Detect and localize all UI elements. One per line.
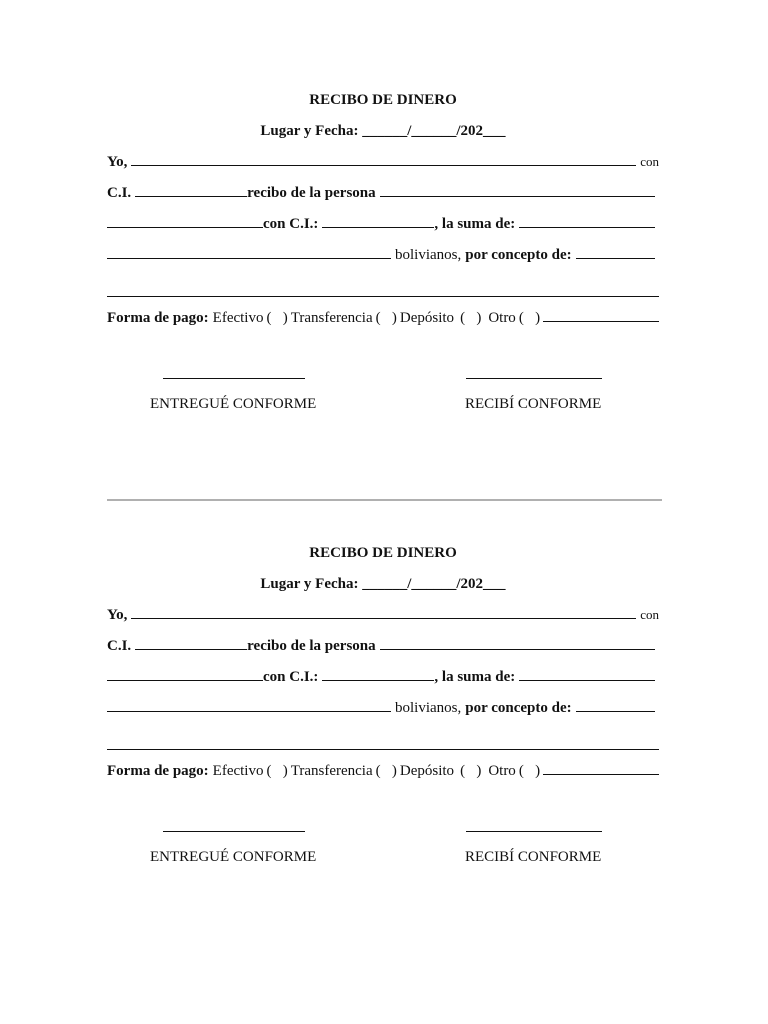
otro-blank[interactable] xyxy=(543,309,659,322)
payment-row xyxy=(107,308,659,328)
payment-label: Forma de pago: xyxy=(107,310,209,326)
concept-row xyxy=(107,245,659,265)
receiver-signature-line[interactable] xyxy=(466,378,602,379)
name-row xyxy=(107,605,659,625)
transferencia-checkbox[interactable]: ( ) xyxy=(375,763,397,779)
person-ci-blank[interactable] xyxy=(322,215,434,228)
deposito-label: Depósito xyxy=(399,310,455,326)
otro-label: Otro xyxy=(488,763,516,779)
ci-row xyxy=(107,636,659,656)
amount-words-blank[interactable] xyxy=(107,246,391,259)
recibo-label: recibo de la persona xyxy=(247,638,376,654)
concept-blank[interactable] xyxy=(576,699,655,712)
ci-label: C.I. xyxy=(107,638,132,654)
amount-row xyxy=(107,667,659,687)
receipt-title: RECIBO DE DINERO xyxy=(309,92,457,108)
ci-label: C.I. xyxy=(107,185,132,201)
payment-row xyxy=(107,761,659,781)
deliverer-signature-line[interactable] xyxy=(163,831,305,832)
con-label: con xyxy=(640,607,659,622)
name-row xyxy=(107,152,659,172)
receiver-signature-label: RECIBÍ CONFORME xyxy=(465,396,602,412)
place-date-field[interactable]: Lugar y Fecha: ______/______/202___ xyxy=(260,576,506,592)
suma-label: , la suma de: xyxy=(434,216,516,232)
receipt-bottom xyxy=(107,543,659,931)
person-ci-prefix-blank[interactable] xyxy=(107,668,263,681)
person-ci-blank[interactable] xyxy=(322,668,434,681)
receiver-signature-line[interactable] xyxy=(466,831,602,832)
bolivianos-label: bolivianos, xyxy=(395,247,462,263)
amount-row xyxy=(107,214,659,234)
bolivianos-label: bolivianos, xyxy=(395,700,462,716)
deliverer-signature-label: ENTREGUÉ CONFORME xyxy=(150,396,317,412)
transferencia-label: Transferencia xyxy=(290,310,373,326)
name-blank[interactable] xyxy=(131,606,636,619)
efectivo-label: Efectivo xyxy=(212,310,264,326)
person-blank[interactable] xyxy=(380,637,655,650)
recibo-label: recibo de la persona xyxy=(247,185,376,201)
place-date-field[interactable]: Lugar y Fecha: ______/______/202___ xyxy=(260,123,506,139)
ci-blank[interactable] xyxy=(135,184,247,197)
otro-checkbox[interactable]: ( ) xyxy=(518,763,541,779)
receiver-signature-label: RECIBÍ CONFORME xyxy=(465,849,602,865)
concept-row xyxy=(107,698,659,718)
receipt-title: RECIBO DE DINERO xyxy=(309,545,457,561)
signature-area xyxy=(107,378,659,478)
deposito-checkbox[interactable]: ( ) xyxy=(460,763,482,779)
cut-divider xyxy=(107,499,662,501)
suma-label: , la suma de: xyxy=(434,669,516,685)
otro-blank[interactable] xyxy=(543,762,659,775)
con-ci-label: con C.I.: xyxy=(263,669,319,685)
concept-continuation-line[interactable] xyxy=(107,280,659,297)
concept-continuation-line[interactable] xyxy=(107,733,659,750)
otro-checkbox[interactable]: ( ) xyxy=(518,310,541,326)
ci-blank[interactable] xyxy=(135,637,247,650)
efectivo-label: Efectivo xyxy=(212,763,264,779)
amount-blank[interactable] xyxy=(519,215,655,228)
transferencia-checkbox[interactable]: ( ) xyxy=(375,310,397,326)
payment-label: Forma de pago: xyxy=(107,763,209,779)
deposito-checkbox[interactable]: ( ) xyxy=(460,310,482,326)
deposito-label: Depósito xyxy=(399,763,455,779)
receipt-top xyxy=(107,90,659,478)
deliverer-signature-line[interactable] xyxy=(163,378,305,379)
name-blank[interactable] xyxy=(131,153,636,166)
person-blank[interactable] xyxy=(380,184,655,197)
ci-row xyxy=(107,183,659,203)
yo-label: Yo, xyxy=(107,607,128,623)
con-label: con xyxy=(640,154,659,169)
con-ci-label: con C.I.: xyxy=(263,216,319,232)
concepto-label: por concepto de: xyxy=(465,700,572,716)
amount-words-blank[interactable] xyxy=(107,699,391,712)
amount-blank[interactable] xyxy=(519,668,655,681)
transferencia-label: Transferencia xyxy=(290,763,373,779)
efectivo-checkbox[interactable]: ( ) xyxy=(266,310,288,326)
concepto-label: por concepto de: xyxy=(465,247,572,263)
yo-label: Yo, xyxy=(107,154,128,170)
efectivo-checkbox[interactable]: ( ) xyxy=(266,763,288,779)
otro-label: Otro xyxy=(488,310,516,326)
signature-area xyxy=(107,831,659,931)
person-ci-prefix-blank[interactable] xyxy=(107,215,263,228)
deliverer-signature-label: ENTREGUÉ CONFORME xyxy=(150,849,317,865)
concept-blank[interactable] xyxy=(576,246,655,259)
